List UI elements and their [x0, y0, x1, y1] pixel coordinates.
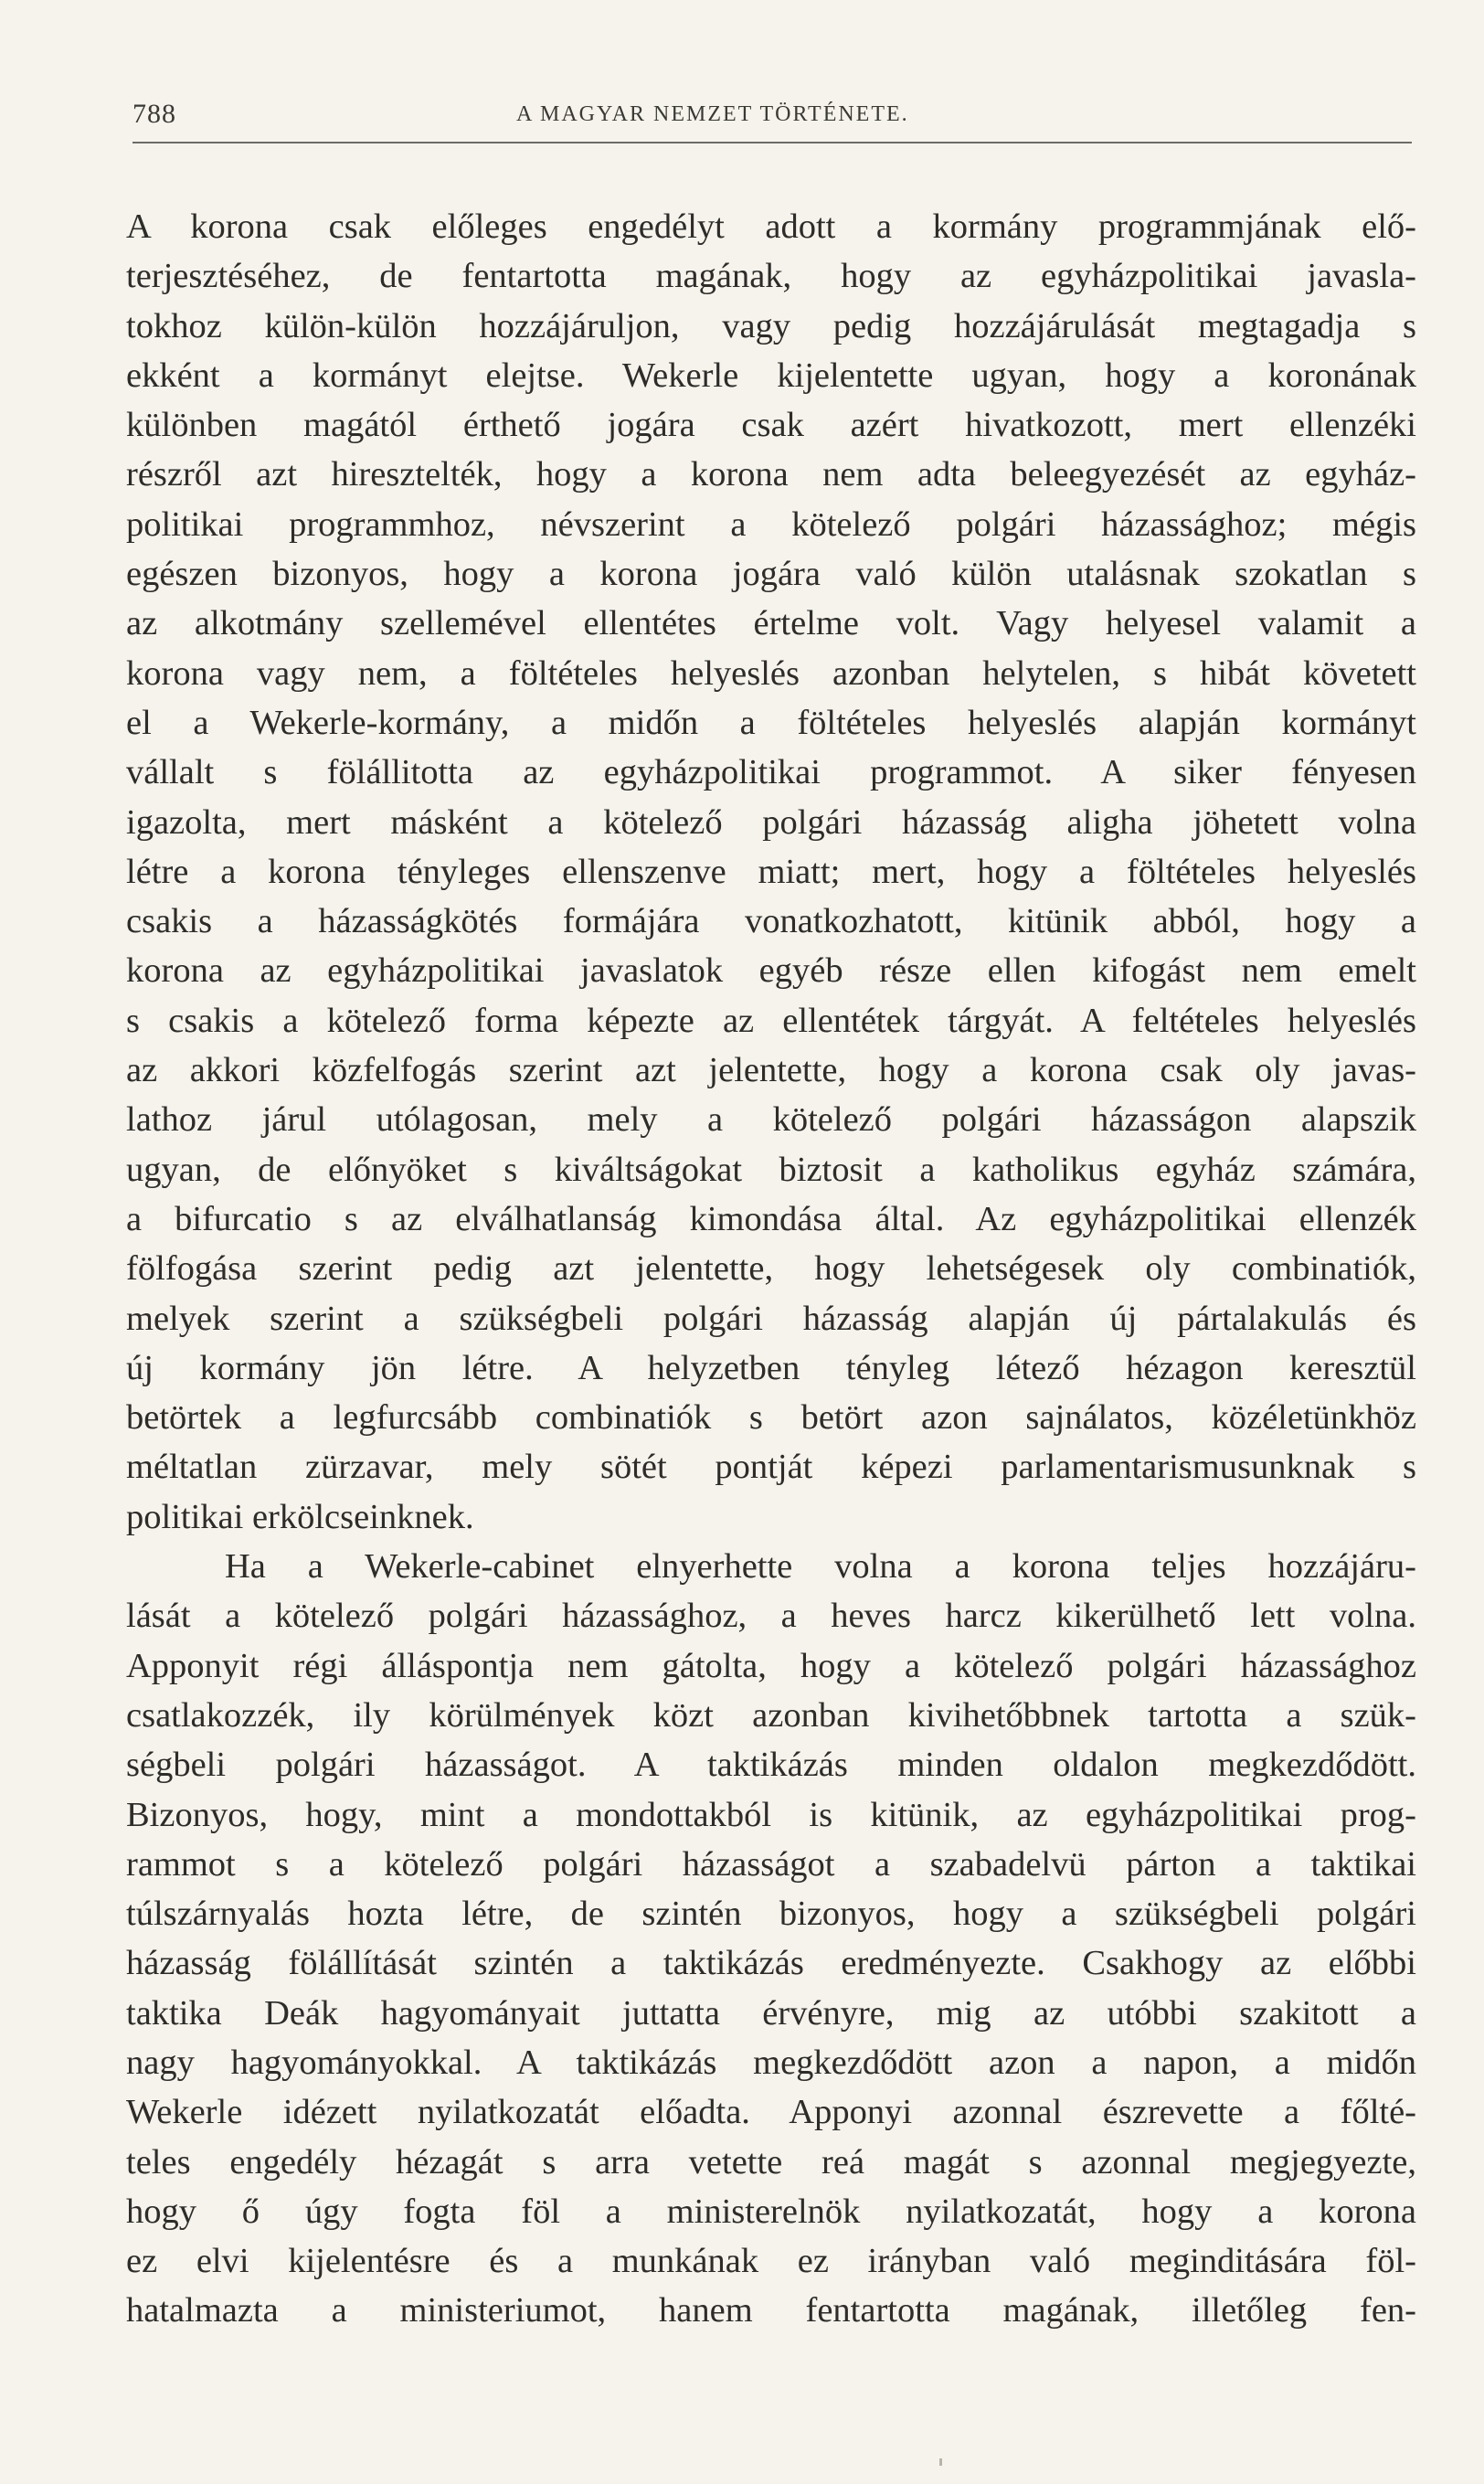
text-line: igazolta, mert másként a kötelező polgári házasság aligha jöhetett volna	[126, 802, 1416, 842]
text-line: politikai programmhoz, névszerint a kötelező polgári házassághoz; mégis	[126, 504, 1416, 544]
text-line: az alkotmány szellemével ellentétes értelme volt. Vagy helyesel valamit a	[126, 604, 1416, 643]
text-line: méltatlan zürzavar, mely sötét pontját képezi parlamentarismusunknak s	[126, 1448, 1416, 1487]
text-line: új kormány jön létre. A helyzetben tényleg létező hézagon keresztül	[126, 1348, 1416, 1387]
text-line: ez elvi kijelentésre és a munkának ez irányban való meginditására föl-	[126, 2242, 1416, 2281]
text-line: részről azt hiresztelték, hogy a korona nem adta beleegyezését az egyház-	[126, 455, 1416, 494]
text-line: csatlakozzék, ily körülmények közt azonban kivihetőbbnek tartotta a szük-	[126, 1695, 1416, 1735]
paragraph-start-line: Ha a Wekerle-cabinet elnyerhette volna a korona teljes hozzájáru-	[225, 1547, 1416, 1587]
text-line: lathoz járul utólagosan, mely a kötelező polgári házasságon alapszik	[126, 1100, 1416, 1140]
text-line: különben magától érthető jogára csak azért hivatkozott, mert ellenzéki	[126, 406, 1416, 445]
text-line: egészen bizonyos, hogy a korona jogára való külön utalásnak szokatlan s	[126, 555, 1416, 594]
text-line: betörtek a legfurcsább combinatiók s betört azon sajnálatos, közéletünkhöz	[126, 1398, 1416, 1438]
text-line: el a Wekerle-kormány, a midőn a föltételes helyeslés alapján kormányt	[126, 703, 1416, 742]
text-line: ségbeli polgári házasságot. A taktikázás minden oldalon megkezdődött.	[126, 1746, 1416, 1785]
text-line: taktika Deák hagyományait juttatta érvényre, mig az utóbbi szakitott a	[126, 1993, 1416, 2033]
text-line: fölfogása szerint pedig azt jelentette, hogy lehetségesek oly combinatiók,	[126, 1249, 1416, 1289]
running-title: A MAGYAR NEMZET TÖRTÉNETE.	[516, 102, 909, 126]
text-line: melyek szerint a szükségbeli polgári házasság alapján új pártalakulás és	[126, 1299, 1416, 1338]
text-line: korona vagy nem, a föltételes helyeslés azonban helytelen, s hibát követett	[126, 653, 1416, 693]
text-line: teles engedély hézagát s arra vetette reá magát s azonnal megjegyezte,	[126, 2142, 1416, 2181]
text-line: korona az egyházpolitikai javaslatok egyéb része ellen kifogást nem emelt	[126, 951, 1416, 991]
body-text	[126, 202, 1416, 2336]
text-line: csakis a házasságkötés formájára vonatkozhatott, kitünik abból, hogy a	[126, 902, 1416, 941]
text-line: nagy hagyományokkal. A taktikázás megkezdődött azon a napon, a midőn	[126, 2043, 1416, 2082]
text-line: s csakis a kötelező forma képezte az ellentétek tárgyát. A feltételes helyeslés	[126, 1001, 1416, 1040]
text-line: ugyan, de előnyöket s kiváltságokat biztosit a katholikus egyház számára,	[126, 1150, 1416, 1189]
text-line: lását a kötelező polgári házassághoz, a heves harcz kikerülhető lett volna.	[126, 1597, 1416, 1636]
text-line: terjesztéséhez, de fentartotta magának, hogy az egyházpolitikai javasla-	[126, 257, 1416, 296]
paragraph-end-line: politikai erkölcseinknek.	[126, 1497, 474, 1536]
text-line: rammot s a kötelező polgári házasságot a szabadelvü párton a taktikai	[126, 1844, 1416, 1884]
text-line: az akkori közfelfogás szerint azt jelentette, hogy a korona csak oly javas-	[126, 1051, 1416, 1090]
text-line: házasság fölállítását szintén a taktikázás eredményezte. Csakhogy az előbbi	[126, 1944, 1416, 1983]
text-line: létre a korona tényleges ellenszenve miatt; mert, hogy a föltételes helyeslés	[126, 852, 1416, 891]
page-number: 788	[132, 99, 176, 129]
folio-mark	[939, 2458, 942, 2466]
text-line: hogy ő úgy fogta föl a ministerelnök nyilatkozatát, hogy a korona	[126, 2192, 1416, 2231]
header-rule	[132, 142, 1412, 143]
text-line: Bizonyos, hogy, mint a mondottakból is kitünik, az egyházpolitikai prog-	[126, 1795, 1416, 1834]
page-header	[132, 99, 1412, 139]
text-line: vállalt s fölállitotta az egyházpolitikai programmot. A siker fényesen	[126, 753, 1416, 792]
text-line: ekként a kormányt elejtse. Wekerle kijelentette ugyan, hogy a koronának	[126, 356, 1416, 395]
text-line: A korona csak előleges engedélyt adott a kormány programmjának elő-	[126, 207, 1416, 246]
text-line: Wekerle idézett nyilatkozatát előadta. Apponyi azonnal észrevette a főlté-	[126, 2093, 1416, 2132]
text-line: tokhoz külön-külön hozzájáruljon, vagy pedig hozzájárulását megtagadja s	[126, 306, 1416, 345]
text-line: a bifurcatio s az elválhatlanság kimondása által. Az egyházpolitikai ellenzék	[126, 1199, 1416, 1238]
text-line: hatalmazta a ministeriumot, hanem fentartotta magának, illetőleg fen-	[126, 2291, 1416, 2330]
text-line: túlszárnyalás hozta létre, de szintén bizonyos, hogy a szükségbeli polgári	[126, 1895, 1416, 1934]
text-line: Apponyit régi álláspontja nem gátolta, hogy a kötelező polgári házassághoz	[126, 1646, 1416, 1685]
